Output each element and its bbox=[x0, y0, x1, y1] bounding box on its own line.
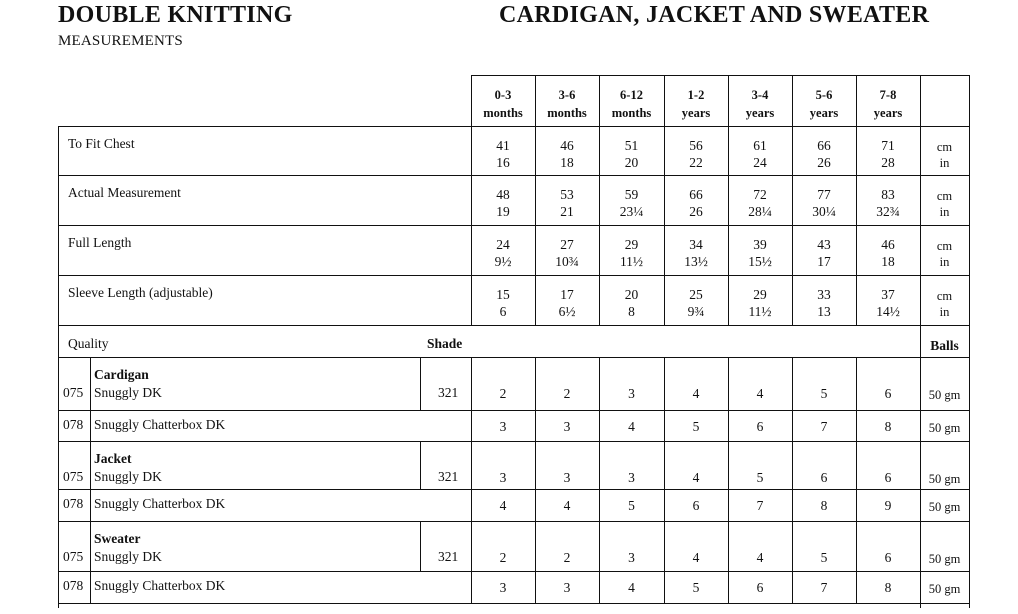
table-rule bbox=[90, 571, 91, 603]
balls-count: 6 bbox=[884, 386, 892, 401]
table-rule bbox=[58, 357, 970, 358]
size-unit: years bbox=[745, 106, 775, 120]
size-range: 5-6 bbox=[815, 88, 833, 102]
value-in: 23¼ bbox=[619, 204, 644, 219]
value-cm: 77 bbox=[817, 187, 831, 202]
balls-count: 8 bbox=[820, 498, 828, 513]
value-cm: 56 bbox=[689, 138, 703, 153]
unit-cm: cm bbox=[936, 140, 953, 154]
balls-count: 5 bbox=[820, 550, 828, 565]
yarn-name: Snuggly DK bbox=[94, 469, 162, 484]
value-cm: 61 bbox=[753, 138, 767, 153]
balls-count: 3 bbox=[499, 419, 507, 434]
yarn-code: 075 bbox=[63, 385, 84, 400]
value-in: 15½ bbox=[748, 254, 772, 269]
table-rule bbox=[58, 603, 970, 604]
balls-count: 7 bbox=[820, 419, 828, 434]
yarn-code: 078 bbox=[63, 578, 84, 593]
balls-count: 2 bbox=[563, 550, 571, 565]
table-rule bbox=[58, 571, 970, 572]
yarn-name: Snuggly Chatterbox DK bbox=[94, 578, 226, 593]
yarn-code: 078 bbox=[63, 417, 84, 432]
value-in: 19 bbox=[496, 204, 510, 219]
value-in: 22 bbox=[689, 155, 703, 170]
garment-name: Cardigan bbox=[94, 367, 149, 382]
size-range: 3-6 bbox=[558, 88, 576, 102]
balls-count: 6 bbox=[756, 419, 764, 434]
balls-count: 6 bbox=[884, 550, 892, 565]
garment-name: Jacket bbox=[94, 451, 132, 466]
value-cm: 43 bbox=[817, 237, 831, 252]
value-cm: 72 bbox=[753, 187, 767, 202]
table-rule bbox=[90, 357, 91, 410]
value-in: 9½ bbox=[494, 254, 512, 269]
size-unit: years bbox=[873, 106, 903, 120]
balls-count: 3 bbox=[499, 580, 507, 595]
value-in: 16 bbox=[496, 155, 510, 170]
value-cm: 25 bbox=[689, 287, 703, 302]
value-cm: 15 bbox=[496, 287, 510, 302]
balls-count: 5 bbox=[820, 386, 828, 401]
table-rule bbox=[856, 357, 857, 410]
ball-weight: 50 gm bbox=[928, 582, 961, 596]
value-in: 13 bbox=[817, 304, 831, 319]
balls-count: 5 bbox=[692, 580, 700, 595]
value-in: 26 bbox=[689, 204, 703, 219]
balls-count: 3 bbox=[628, 470, 635, 485]
balls-count: 4 bbox=[756, 386, 764, 401]
value-in: 13½ bbox=[684, 254, 708, 269]
value-in: 21 bbox=[560, 204, 574, 219]
value-cm: 27 bbox=[560, 237, 574, 252]
size-unit: years bbox=[681, 106, 711, 120]
table-rule bbox=[420, 357, 421, 410]
measurement-label: Sleeve Length (adjustable) bbox=[68, 285, 213, 300]
table-rule bbox=[471, 75, 970, 76]
measurement-label: Full Length bbox=[68, 235, 132, 250]
table-rule bbox=[58, 126, 59, 608]
balls-count: 2 bbox=[499, 550, 507, 565]
balls-count: 3 bbox=[563, 419, 571, 434]
value-in: 20 bbox=[624, 155, 639, 170]
table-rule bbox=[471, 357, 472, 410]
table-rule bbox=[599, 357, 600, 410]
balls-count: 6 bbox=[756, 580, 764, 595]
yarn-code: 075 bbox=[63, 549, 84, 564]
table-rule bbox=[535, 357, 536, 410]
shade-number: 321 bbox=[438, 385, 459, 400]
table-rule bbox=[58, 441, 970, 442]
value-in: 28¼ bbox=[748, 204, 772, 219]
ball-weight: 50 gm bbox=[928, 472, 961, 486]
unit-cm: cm bbox=[936, 239, 953, 253]
table-rule bbox=[728, 357, 729, 410]
unit-in: in bbox=[939, 255, 950, 269]
balls-count: 4 bbox=[628, 580, 635, 595]
size-unit: months bbox=[483, 106, 523, 120]
table-rule bbox=[58, 225, 970, 226]
size-range: 6-12 bbox=[620, 88, 643, 102]
value-in: 11½ bbox=[748, 304, 772, 319]
size-unit: months bbox=[547, 106, 587, 120]
ball-weight: 50 gm bbox=[928, 421, 961, 435]
value-cm: 34 bbox=[689, 237, 703, 252]
value-in: 9¾ bbox=[687, 304, 705, 319]
value-cm: 51 bbox=[624, 138, 639, 153]
table-rule bbox=[420, 441, 421, 489]
document-subtitle: MEASUREMENTS bbox=[58, 33, 183, 49]
value-cm: 33 bbox=[817, 287, 831, 302]
table-rule bbox=[58, 521, 970, 522]
balls-count: 2 bbox=[499, 386, 507, 401]
value-in: 6 bbox=[499, 304, 507, 319]
value-in: 10¾ bbox=[555, 254, 579, 269]
table-rule bbox=[58, 489, 970, 490]
balls-count: 3 bbox=[563, 580, 571, 595]
value-cm: 37 bbox=[881, 287, 895, 302]
balls-count: 8 bbox=[884, 580, 892, 595]
balls-count: 4 bbox=[692, 470, 700, 485]
value-in: 32¾ bbox=[876, 204, 900, 219]
value-in: 14½ bbox=[876, 304, 900, 319]
value-cm: 20 bbox=[624, 287, 639, 302]
table-rule bbox=[90, 410, 91, 441]
table-rule bbox=[90, 521, 91, 571]
value-cm: 83 bbox=[881, 187, 895, 202]
ball-weight: 50 gm bbox=[928, 552, 961, 566]
table-rule bbox=[58, 175, 970, 176]
value-cm: 29 bbox=[624, 237, 639, 252]
balls-count: 7 bbox=[820, 580, 828, 595]
balls-count: 4 bbox=[628, 419, 635, 434]
balls-count: 8 bbox=[884, 419, 892, 434]
balls-count: 2 bbox=[563, 386, 571, 401]
balls-count: 3 bbox=[628, 550, 635, 565]
balls-count: 3 bbox=[563, 470, 571, 485]
value-cm: 46 bbox=[560, 138, 574, 153]
value-in: 30¼ bbox=[812, 204, 836, 219]
table-rule bbox=[90, 489, 91, 521]
size-range: 1-2 bbox=[687, 88, 705, 102]
value-cm: 53 bbox=[560, 187, 574, 202]
value-cm: 71 bbox=[881, 138, 895, 153]
value-in: 18 bbox=[560, 155, 574, 170]
table-rule bbox=[58, 410, 970, 411]
measurement-label: To Fit Chest bbox=[68, 136, 135, 151]
value-cm: 39 bbox=[753, 237, 767, 252]
balls-count: 5 bbox=[756, 470, 764, 485]
ball-weight: 50 gm bbox=[928, 388, 961, 402]
value-in: 18 bbox=[881, 254, 895, 269]
balls-count: 6 bbox=[820, 470, 828, 485]
value-cm: 41 bbox=[496, 138, 510, 153]
shade-number: 321 bbox=[438, 549, 459, 564]
value-cm: 29 bbox=[753, 287, 767, 302]
unit-cm: cm bbox=[936, 289, 953, 303]
value-cm: 24 bbox=[496, 237, 510, 252]
value-cm: 48 bbox=[496, 187, 510, 202]
size-range: 7-8 bbox=[879, 88, 897, 102]
size-unit: years bbox=[809, 106, 839, 120]
garment-title: CARDIGAN, JACKET AND SWEATER bbox=[499, 2, 930, 28]
measurement-label: Actual Measurement bbox=[68, 185, 181, 200]
size-range: 3-4 bbox=[751, 88, 769, 102]
balls-count: 4 bbox=[499, 498, 507, 513]
balls-count: 6 bbox=[692, 498, 700, 513]
balls-count: 4 bbox=[692, 386, 700, 401]
table-rule bbox=[58, 126, 970, 127]
yarn-name: Snuggly Chatterbox DK bbox=[94, 417, 226, 432]
yarn-code: 075 bbox=[63, 469, 84, 484]
value-in: 26 bbox=[817, 155, 831, 170]
value-in: 8 bbox=[628, 304, 635, 319]
size-range: 0-3 bbox=[494, 88, 512, 102]
table-rule bbox=[792, 357, 793, 410]
yarn-name: Snuggly Chatterbox DK bbox=[94, 496, 226, 511]
value-cm: 59 bbox=[624, 187, 639, 202]
balls-count: 5 bbox=[692, 419, 700, 434]
table-rule bbox=[90, 441, 91, 489]
shade-label: Shade bbox=[427, 336, 463, 351]
value-in: 6½ bbox=[558, 304, 576, 319]
size-unit: months bbox=[611, 106, 652, 120]
value-in: 11½ bbox=[619, 254, 644, 269]
table-rule bbox=[58, 325, 970, 326]
quality-label: Quality bbox=[68, 336, 109, 351]
value-in: 17 bbox=[817, 254, 831, 269]
balls-count: 4 bbox=[563, 498, 571, 513]
balls-count: 7 bbox=[756, 498, 764, 513]
table-rule bbox=[664, 357, 665, 410]
balls-count: 4 bbox=[756, 550, 764, 565]
unit-cm: cm bbox=[936, 189, 953, 203]
yarn-name: Snuggly DK bbox=[94, 549, 162, 564]
balls-count: 5 bbox=[628, 498, 635, 513]
balls-count: 3 bbox=[499, 470, 507, 485]
shade-number: 321 bbox=[438, 469, 459, 484]
table-rule bbox=[969, 325, 970, 608]
value-in: 24 bbox=[753, 155, 767, 170]
value-cm: 66 bbox=[817, 138, 831, 153]
unit-in: in bbox=[939, 305, 950, 319]
balls-count: 3 bbox=[628, 386, 635, 401]
table-rule bbox=[969, 75, 970, 126]
yarn-name: Snuggly DK bbox=[94, 385, 162, 400]
table-rule bbox=[920, 75, 921, 126]
value-cm: 17 bbox=[560, 287, 574, 302]
unit-in: in bbox=[939, 205, 950, 219]
unit-in: in bbox=[939, 156, 950, 170]
ball-weight: 50 gm bbox=[928, 500, 961, 514]
value-in: 28 bbox=[881, 155, 895, 170]
value-cm: 66 bbox=[689, 187, 703, 202]
value-cm: 46 bbox=[881, 237, 895, 252]
table-rule bbox=[58, 275, 970, 276]
balls-label: Balls bbox=[930, 338, 959, 353]
yarn-code: 078 bbox=[63, 496, 84, 511]
document-title: DOUBLE KNITTING bbox=[58, 2, 293, 28]
garment-name: Sweater bbox=[94, 531, 141, 546]
balls-count: 9 bbox=[884, 498, 892, 513]
balls-count: 4 bbox=[692, 550, 700, 565]
balls-count: 6 bbox=[884, 470, 892, 485]
table-rule bbox=[420, 521, 421, 571]
